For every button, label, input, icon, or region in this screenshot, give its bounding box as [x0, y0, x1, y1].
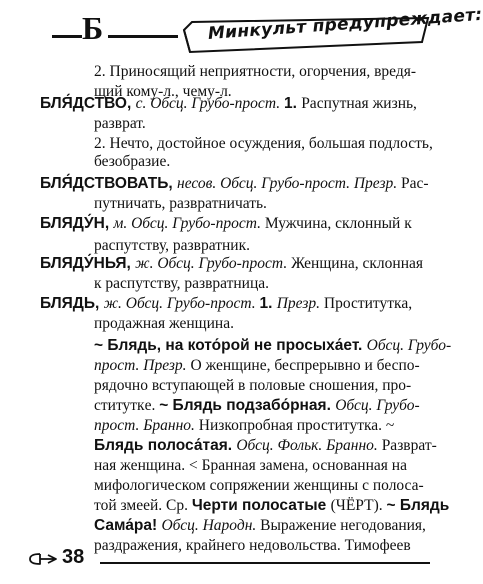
label-text: прост. Презр.	[94, 357, 191, 374]
headword-text: ~ Блядь	[386, 497, 450, 514]
definition-text: Рас-	[401, 175, 429, 192]
text-line	[94, 134, 433, 153]
headword-text: Сама́ра!	[94, 517, 162, 534]
header-rule-mid	[108, 35, 178, 38]
text-line	[94, 194, 267, 213]
text-line	[40, 254, 423, 273]
definition-text: ституткe.	[94, 397, 160, 414]
text-line	[94, 274, 269, 293]
definition-text: рядочно вступающей в половые сношения, про-	[94, 377, 412, 394]
label-text: ж. Обсц. Грубо-прост.	[135, 255, 292, 272]
definition-text: Распутная жизнь,	[301, 95, 417, 112]
definition-text: продажная женщина.	[94, 315, 234, 332]
headword-text: Черти полосатые	[191, 497, 331, 514]
label-text: Обсц. Фольк. Бранно.	[236, 437, 382, 454]
headword-text: БЛЯ́ДСТВОВАТЬ,	[40, 175, 178, 192]
text-line	[94, 62, 416, 81]
text-line	[40, 94, 417, 113]
label-text: Обсц. Грубо-	[335, 397, 420, 414]
headword-text: 1.	[259, 295, 277, 312]
label-text: несов. Обсц. Грубо-прост. Презр.	[177, 175, 402, 192]
page-header	[0, 0, 483, 60]
definition-text: раздражения, крайнего недовольства. Тимофеев	[94, 537, 411, 554]
text-line	[40, 174, 429, 193]
definition-text: путничать, развратничать.	[94, 195, 267, 212]
definition-text: к распутству, развратница.	[94, 275, 270, 292]
label-text: Обсц. Грубо-	[366, 337, 452, 354]
definition-text: распутству, развратник.	[94, 237, 250, 254]
label-text: м. Обсц. Грубо-прост.	[113, 215, 265, 232]
definition-text: той змеей. Ср.	[94, 497, 192, 514]
label-text: прост. Бранно.	[94, 417, 199, 434]
headword-text: ~ Блядь, на кото́рой не просыха́ет.	[94, 337, 367, 354]
definition-text: мифологическом сопряжении женщины с полоса-	[94, 477, 424, 494]
text-line	[94, 416, 394, 435]
label-text: Обсц. Народн.	[161, 517, 261, 534]
text-line	[94, 336, 451, 355]
definition-text: О женщине, беспрерывно и беспо-	[190, 357, 420, 374]
header-rule-left	[52, 35, 82, 38]
text-line	[94, 476, 424, 495]
text-line	[94, 496, 449, 515]
text-line	[94, 456, 407, 475]
headword-text: Блядь полоса́тая.	[94, 437, 237, 454]
headword-text: БЛЯДУ́Н,	[40, 215, 114, 232]
definition-text: Приносящий неприятности, огорчения, вредя-	[109, 63, 417, 80]
headword-text: 1.	[283, 95, 302, 112]
definition-text: 2.	[94, 63, 110, 80]
headword-text: БЛЯДУ́НЬЯ,	[40, 255, 136, 272]
label-text: ж. Обсц. Грубо-прост.	[103, 295, 260, 312]
definition-text: Нечто, достойное осуждения, большая подлость,	[109, 135, 433, 152]
text-line	[94, 114, 146, 133]
text-line	[94, 516, 426, 535]
text-line	[94, 236, 250, 255]
headword-text: БЛЯДЬ,	[40, 295, 104, 312]
banner-text: Минкульт предупреждает:	[207, 4, 483, 44]
text-line	[40, 214, 412, 233]
headword-text: ~ Блядь подзабо́рная.	[159, 397, 336, 414]
text-line	[94, 376, 411, 395]
definition-text: Низкопробная проститутка. ~	[198, 417, 395, 434]
headword-text: БЛЯ́ДСТВО,	[40, 95, 136, 112]
label-text: Презр.	[276, 295, 324, 312]
page-number: 38	[62, 546, 85, 568]
definition-text: щий кому-л., чему-л.	[94, 83, 232, 100]
definition-text: (ЧЁРТ).	[330, 497, 387, 514]
section-letter: Б	[82, 10, 104, 46]
definition-text: Мужчина, склонный к	[264, 215, 412, 232]
definition-text: разврат.	[94, 115, 146, 132]
page-footer	[0, 540, 452, 584]
text-line	[94, 314, 234, 333]
definition-text: Проститутка,	[323, 295, 413, 312]
definition-text: ная женщина. < Бранная замена, основанная на	[94, 457, 407, 474]
text-line	[40, 294, 412, 313]
text-line	[94, 152, 170, 171]
text-line	[94, 396, 420, 415]
text-line	[94, 356, 420, 375]
header-banner	[178, 4, 483, 56]
footer-rule	[100, 562, 430, 564]
label-text: с. Обсц. Грубо-прост.	[135, 95, 284, 112]
pointing-hand-icon	[26, 550, 58, 568]
definition-text: безобразие.	[94, 153, 171, 170]
definition-text: 2.	[94, 135, 110, 152]
definition-text: Разврат-	[381, 437, 437, 454]
definition-text: Женщина, склонная	[291, 255, 424, 272]
definition-text: Выражение негодования,	[260, 517, 426, 534]
text-line	[94, 436, 437, 455]
